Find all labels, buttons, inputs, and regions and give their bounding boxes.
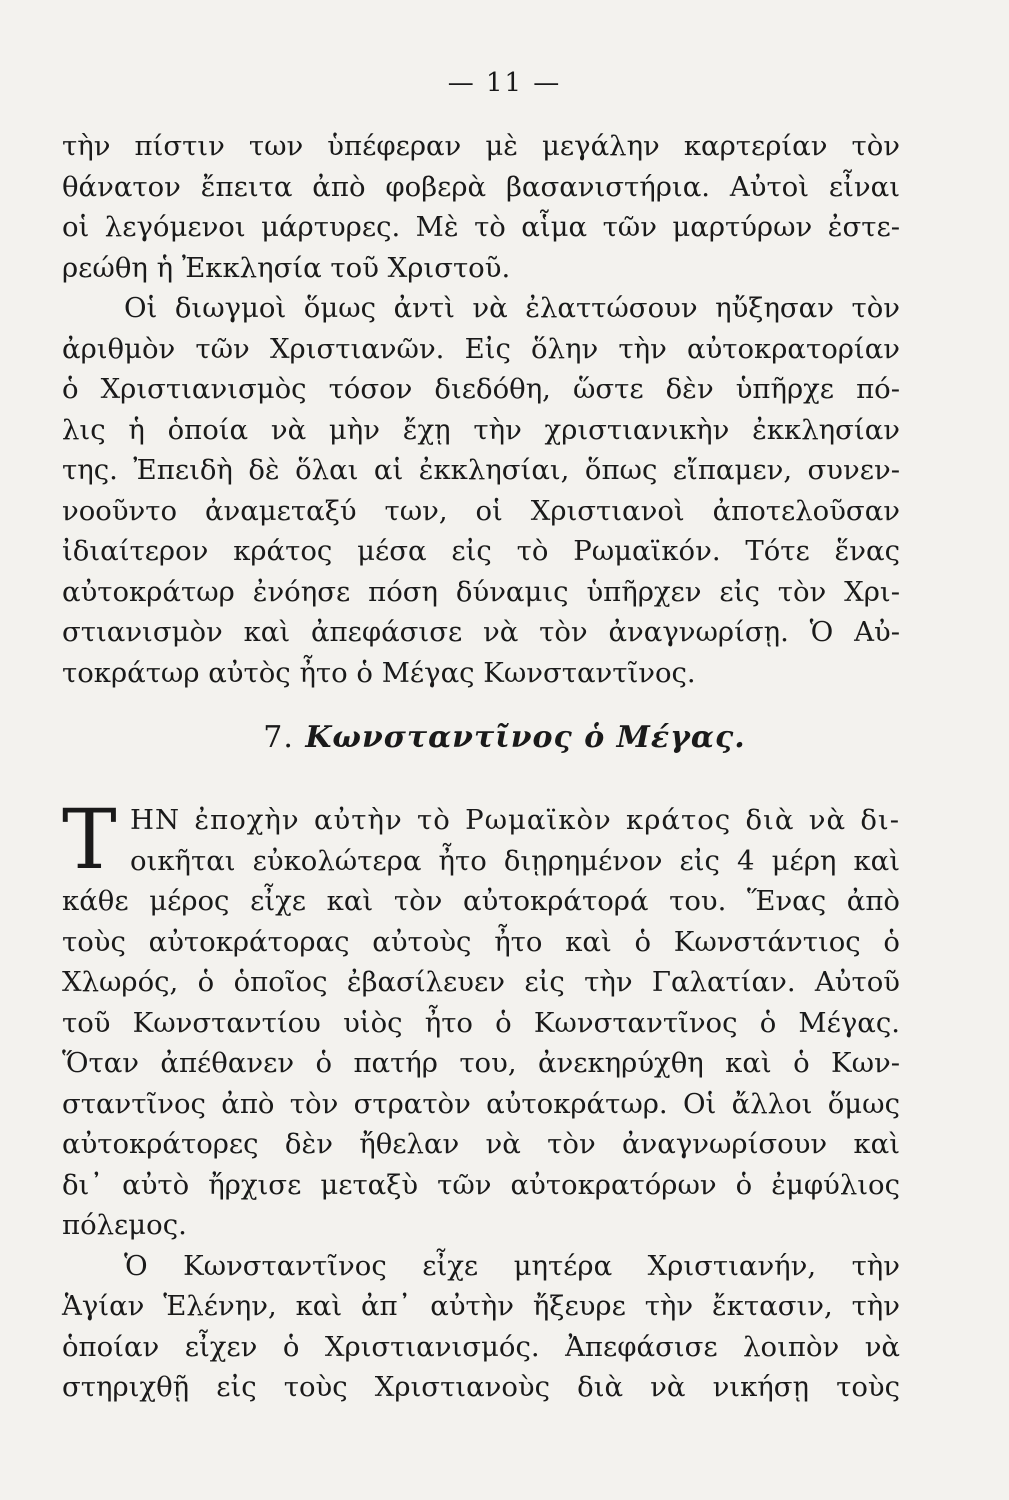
- text-line: ἰδιαίτερον κράτος μέσα εἰς τὸ Ρωμαϊκόν. Τότε ἕνας: [62, 535, 900, 567]
- text-line: ρεώθη ἡ Ἐκκλησία τοῦ Χριστοῦ.: [62, 251, 511, 284]
- drop-cap-line-text: ΗΝ ἐποχὴν αὐτὴν τὸ Ρωμαϊκὸν κράτος διὰ νὰ δι-: [130, 804, 900, 836]
- text-line: δι᾽ αὐτὸ ἤρχισε μεταξὺ τῶν αὐτοκρατόρων ὁ ἐμφύλιος: [62, 1168, 900, 1201]
- text-line: νοοῦντο ἀναμεταξύ των, οἱ Χριστιανοὶ ἀποτελοῦσαν: [62, 494, 900, 527]
- page-number: — 11 —: [447, 68, 562, 98]
- text-line: Ὅταν ἀπέθανεν ὁ πατήρ του, ἀνεκηρύχθη καὶ ὁ Κων-: [62, 1047, 900, 1079]
- text-line: τοκράτωρ αὐτὸς ἦτο ὁ Μέγας Κωνσταντῖνος.: [62, 656, 696, 689]
- text-line: αὐτοκράτωρ ἐνόησε πόση δύναμις ὑπῆρχεν εἰς τὸν Χρι-: [62, 575, 900, 608]
- text-line: τοῦ Κωνσταντίου υἱὸς ἦτο ὁ Κωνσταντῖνος ὁ Μέγας.: [62, 1006, 900, 1039]
- text-line: πόλεμος.: [62, 1209, 187, 1241]
- text-line: ὁποίαν εἶχεν ὁ Χριστιανισμός. Ἀπεφάσισε λοιπὸν νὰ: [62, 1330, 900, 1363]
- text-line: θάνατον ἔπειτα ἀπὸ φοβερὰ βασανιστήρια. Αὐτοὶ εἶναι: [62, 170, 900, 203]
- section-heading: [0, 720, 1009, 755]
- drop-cap: Τ: [62, 793, 117, 888]
- section-title: Κωνσταντῖνος ὁ Μέγας.: [305, 720, 746, 755]
- text-line: Ἁγίαν Ἑλένην, καὶ ἀπ᾽ αὐτὴν ἤξευρε τὴν ἔκτασιν, τὴν: [62, 1290, 900, 1322]
- text-line: της. Ἐπειδὴ δὲ ὅλαι αἱ ἐκκλησίαι, ὅπως εἴπαμεν, συνεν-: [62, 454, 900, 486]
- text-block-bottom: [62, 793, 900, 1408]
- text-line: σταντῖνος ἀπὸ τὸν στρατὸν αὐτοκράτωρ. Οἱ ἄλλοι ὅμως: [62, 1087, 900, 1120]
- text-line: οικῆται εὐκολώτερα ἦτο διῃρημένον εἰς 4 μέρη καὶ: [130, 844, 900, 877]
- text-block-top: [62, 126, 900, 693]
- text-line: τὴν πίστιν των ὑπέφεραν μὲ μεγάλην καρτερίαν τὸν: [62, 130, 900, 162]
- text-line: τοὺς αὐτοκράτορας αὐτοὺς ἦτο καὶ ὁ Κωνστάντιος ὁ: [62, 925, 900, 958]
- text-line: ὁ Χριστιανισμὸς τόσον διεδόθη, ὥστε δὲν ὑπῆρχε πό-: [62, 373, 900, 405]
- text-line: αὐτοκράτορες δὲν ἤθελαν νὰ τὸν ἀναγνωρίσουν καὶ: [62, 1128, 900, 1160]
- text-line: λις ἡ ὁποία νὰ μὴν ἔχῃ τὴν χριστιανικὴν ἐκκλησίαν: [62, 413, 900, 446]
- text-line: οἱ λεγόμενοι μάρτυρες. Μὲ τὸ αἷμα τῶν μαρτύρων ἐστε-: [62, 211, 900, 243]
- text-line: Οἱ διωγμοὶ ὅμως ἀντὶ νὰ ἐλαττώσουν ηὔξησαν τὸν: [124, 292, 900, 324]
- text-line: Χλωρός, ὁ ὁποῖος ἐβασίλευεν εἰς τὴν Γαλατίαν. Αὐτοῦ: [62, 966, 900, 998]
- section-number: 7.: [263, 720, 294, 755]
- text-line: στηριχθῇ εἰς τοὺς Χριστιανοὺς διὰ νὰ νικήσῃ τοὺς: [62, 1371, 900, 1403]
- text-line: Ὁ Κωνσταντῖνος εἶχε μητέρα Χριστιανήν, τὴν: [124, 1249, 900, 1282]
- text-line: στιανισμὸν καὶ ἀπεφάσισε νὰ τὸν ἀναγνωρίσῃ. Ὁ Αὐ-: [62, 616, 900, 648]
- text-line: ἀριθμὸν τῶν Χριστιανῶν. Εἰς ὅλην τὴν αὐτοκρατορίαν: [62, 332, 900, 365]
- text-line: κάθε μέρος εἶχε καὶ τὸν αὐτοκράτορά του. Ἕνας ἀπὸ: [62, 885, 900, 917]
